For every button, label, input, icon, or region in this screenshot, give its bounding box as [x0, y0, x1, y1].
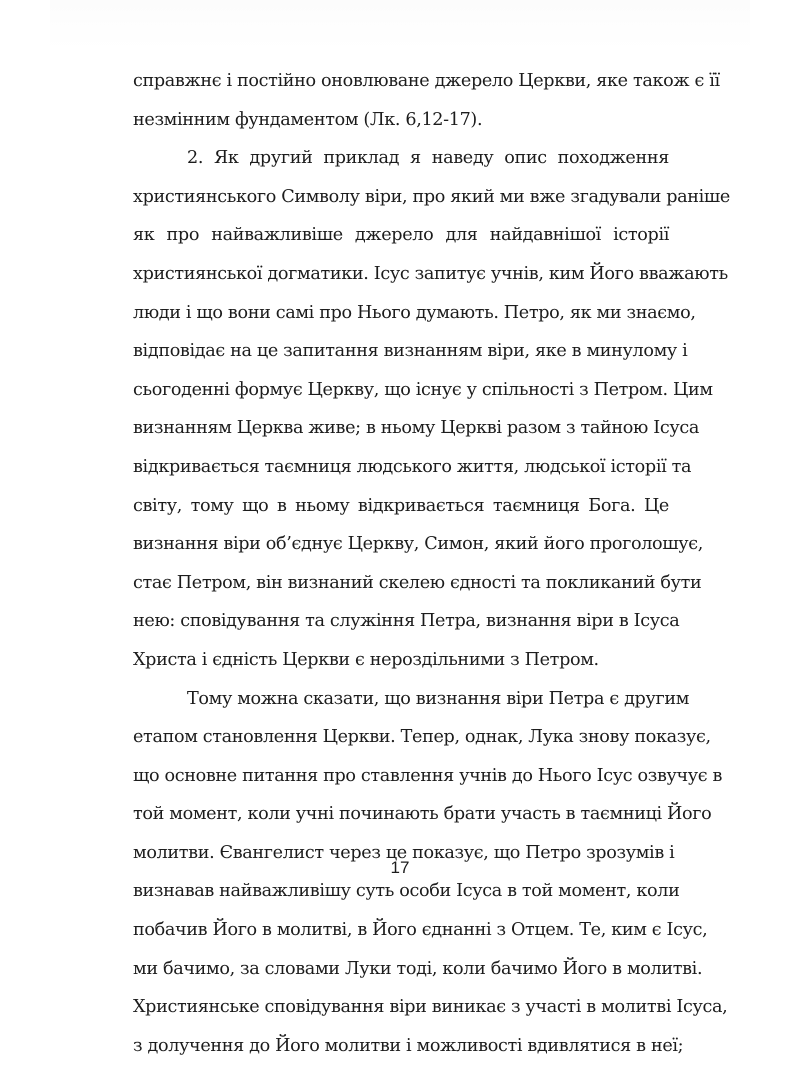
text-line: справжнє і постійно оновлюване джерело Церкви, яке також є її [133, 62, 669, 101]
text-line: той момент, коли учні починають брати участь в таємниці Його [133, 795, 669, 834]
text-line: 2. Як другий приклад я наведу опис походження [133, 139, 669, 178]
text-line: Християнське сповідування віри виникає з участі в молитві Ісуса, [133, 988, 669, 1027]
text-line: Христа і єдність Церкви є нероздільними з Петром. [133, 641, 669, 680]
text-line: Тому можна сказати, що визнання віри Петра є другим [133, 680, 669, 719]
text-line: з долучення до Його молитви і можливості вдивлятися в неї; [133, 1027, 669, 1065]
text-line: визнавав найважливішу суть особи Ісуса в той момент, коли [133, 872, 669, 911]
text-line: світу, тому що в ньому відкривається таємниця Бога. Це [133, 487, 669, 526]
paragraph [133, 62, 669, 139]
text-line: нею: сповідування та служіння Петра, визнання віри в Ісуса [133, 602, 669, 641]
text-line: незмінним фундаментом (Лк. 6,12-17). [133, 101, 669, 140]
text-line: відповідає на це запитання визнанням віри, яке в минулому і [133, 332, 669, 371]
text-line: християнського Символу віри, про який ми вже згадували раніше [133, 178, 669, 217]
text-line: молитви. Євангелист через це показує, що Петро зрозумів і [133, 834, 669, 873]
text-line: ми бачимо, за словами Луки тоді, коли бачимо Його в молитві. [133, 950, 669, 989]
text-line: відкривається таємниця людського життя, людської історії та [133, 448, 669, 487]
text-line: визнанням Церква живе; в ньому Церкві разом з тайною Ісуса [133, 409, 669, 448]
text-line: християнської догматики. Ісус запитує учнів, ким Його вважають [133, 255, 669, 294]
show-through-artifact [50, 0, 750, 50]
text-line: побачив Його в молитві, в Його єднанні з Отцем. Те, ким є Ісус, [133, 911, 669, 950]
text-line: сьогоденні формує Церкву, що існує у спільності з Петром. Цим [133, 371, 669, 410]
body-text [133, 62, 669, 1065]
text-line: що основне питання про ставлення учнів до Нього Ісус озвучує в [133, 757, 669, 796]
text-line: етапом становлення Церкви. Тепер, однак, Лука знову показує, [133, 718, 669, 757]
text-line: стає Петром, він визнаний скелею єдності та покликаний бути [133, 564, 669, 603]
text-line: визнання віри об’єднує Церкву, Симон, який його проголошує, [133, 525, 669, 564]
text-line: як про найважливіше джерело для найдавнішої історії [133, 216, 669, 255]
paragraph [133, 139, 669, 679]
page-number: 17 [0, 858, 800, 878]
text-line: люди і що вони самі про Нього думають. Петро, як ми знаємо, [133, 294, 669, 333]
